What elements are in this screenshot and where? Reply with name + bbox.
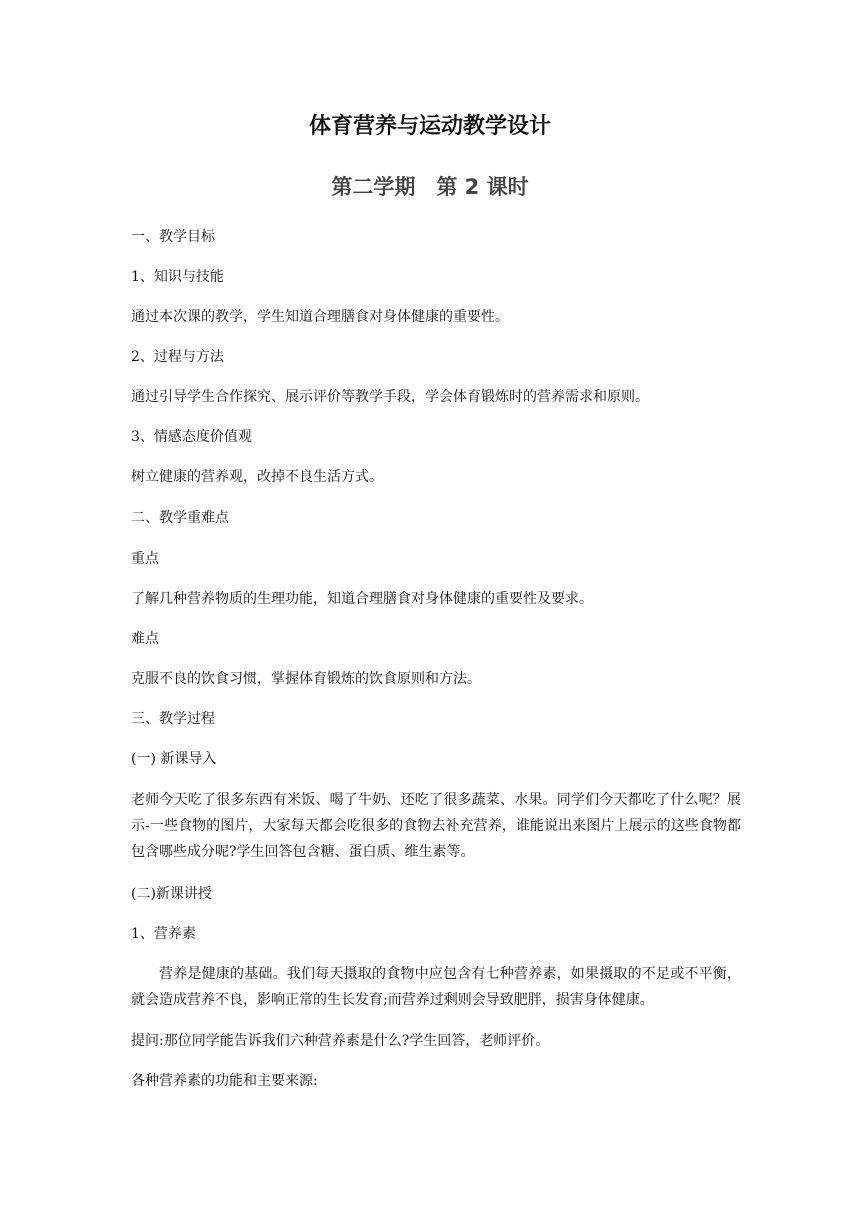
document-title: 体育营养与运动教学设计	[308, 114, 551, 139]
subheading-attitude-values: 3、情感态度价值观	[131, 429, 252, 445]
subheading-process-method: 2、过程与方法	[131, 349, 224, 365]
section-heading-key-points: 二、教学重难点	[131, 510, 229, 526]
paragraph-nutrient-functions: 各种营养素的功能和主要来源:	[131, 1073, 318, 1089]
subheading-new-lesson: (二)新课讲授	[131, 886, 212, 902]
label-difficulty: 难点	[131, 631, 159, 647]
section-heading-process: 三、教学过程	[131, 711, 215, 727]
paragraph-knowledge-skills: 通过本次课的教学，学生知道合理膳食对身体健康的重要性。	[131, 309, 509, 325]
paragraph-introduction: 老师今天吃了很多东西有米饭、喝了牛奶、还吃了很多蔬菜、水果。同学们今天都吃了什么呢？展示-一些食物的图片，大家每天都会吃很多的食物去补充营养，谁能说出来图片上展示的这些食物都包含哪些成分呢?学生回答包含糖、蛋白质、维生素等。	[131, 792, 741, 860]
subheading-nutrients: 1、营养素	[131, 926, 196, 942]
paragraph-attitude-values: 树立健康的营养观，改掉不良生活方式。	[131, 469, 383, 485]
paragraph-process-method: 通过引导学生合作探究、展示评价等教学手段，学会体育锻炼时的营养需求和原则。	[131, 389, 649, 405]
section-heading-goals: 一、教学目标	[131, 229, 215, 245]
paragraph-nutrients: 营养是健康的基础。我们每天摄取的食物中应包含有七种营养素，如果摄取的不足或不平衡，就会造成营养不良，影响正常的生长发育;而营养过剩则会导致肥胖，损害身体健康。	[131, 966, 741, 1008]
subheading-knowledge-skills: 1、知识与技能	[131, 269, 224, 285]
subheading-introduction: (一) 新课导入	[131, 751, 217, 767]
paragraph-difficulty: 克服不良的饮食习惯，掌握体育锻炼的饮食原则和方法。	[131, 671, 481, 687]
document-subtitle: 第二学期 第 2 课时	[331, 175, 529, 199]
paragraph-key-point: 了解几种营养物质的生理功能，知道合理膳食对身体健康的重要性及要求。	[131, 591, 593, 607]
paragraph-question: 提问:那位同学能告诉我们六种营养素是什么?学生回答，老师评价。	[131, 1033, 550, 1049]
label-key-point: 重点	[131, 551, 159, 567]
